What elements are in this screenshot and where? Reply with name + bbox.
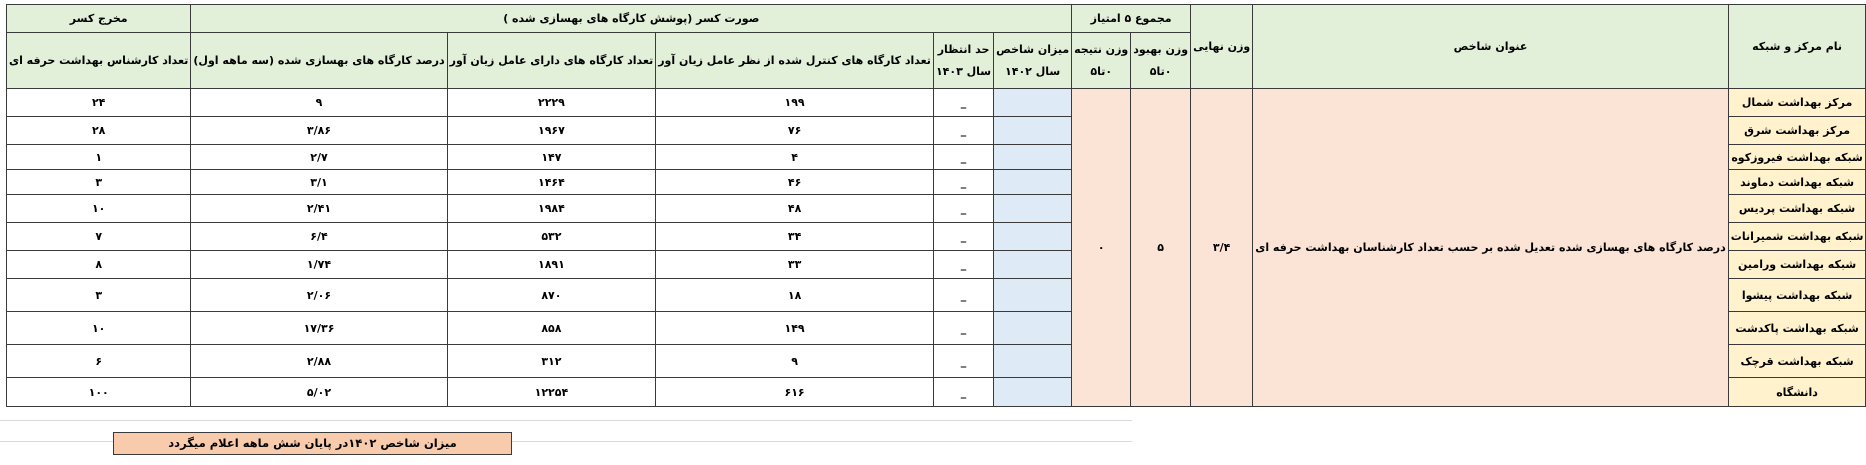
- row-expectation-cell[interactable]: _: [933, 170, 993, 195]
- indicator-value-label: میزان شاخص: [996, 42, 1070, 56]
- score-group-header: مجموع ۵ امتیاز: [1072, 5, 1191, 33]
- row-hazardous-cell[interactable]: ۲۲۲۹: [447, 89, 656, 117]
- row-indicator-value-cell[interactable]: [994, 117, 1072, 145]
- row-controlled-cell[interactable]: ۶۱۶: [656, 378, 934, 407]
- row-experts-cell[interactable]: ۳: [7, 279, 191, 312]
- row-experts-cell[interactable]: ۲۴: [7, 89, 191, 117]
- row-indicator-value-cell[interactable]: [994, 345, 1072, 378]
- row-expectation-cell[interactable]: _: [933, 251, 993, 279]
- row-expectation-cell[interactable]: _: [933, 279, 993, 312]
- row-indicator-value-cell[interactable]: [994, 251, 1072, 279]
- row-indicator-value-cell[interactable]: [994, 279, 1072, 312]
- row-indicator-value-cell[interactable]: [994, 223, 1072, 251]
- numerator-header: صورت کسر (پوشش کارگاه های بهسازی شده ): [191, 5, 1072, 33]
- hazardous-workshops-header: تعداد کارگاه های دارای عامل زیان آور: [447, 33, 656, 89]
- indicator-value-header: [994, 33, 1072, 89]
- improvement-weight-label: وزن بهبود: [1133, 42, 1189, 56]
- row-name-cell[interactable]: مرکز بهداشت شرق: [1728, 117, 1866, 145]
- controlled-workshops-header: تعداد کارگاه های کنترل شده از نظر عامل زیان آور: [656, 33, 934, 89]
- row-experts-cell[interactable]: ۱: [7, 145, 191, 170]
- row-experts-cell[interactable]: ۷: [7, 223, 191, 251]
- row-percent-cell[interactable]: ۵/۰۲: [191, 378, 447, 407]
- row-controlled-cell[interactable]: ۴: [656, 145, 934, 170]
- row-expectation-cell[interactable]: _: [933, 117, 993, 145]
- row-hazardous-cell[interactable]: ۱۴۶۴: [447, 170, 656, 195]
- row-controlled-cell[interactable]: ۳۳: [656, 251, 934, 279]
- row-percent-cell[interactable]: ۲/۴۱: [191, 195, 447, 223]
- row-controlled-cell[interactable]: ۹: [656, 345, 934, 378]
- row-percent-cell[interactable]: ۹: [191, 89, 447, 117]
- row-experts-cell[interactable]: ۱۰۰: [7, 378, 191, 407]
- row-hazardous-cell[interactable]: ۱۹۸۴: [447, 195, 656, 223]
- row-experts-cell[interactable]: ۱۰: [7, 312, 191, 345]
- improvement-weight-cell[interactable]: ۵: [1131, 89, 1191, 407]
- row-name-cell[interactable]: شبکه بهداشت شمیرانات: [1728, 223, 1866, 251]
- row-indicator-value-cell[interactable]: [994, 145, 1072, 170]
- row-indicator-value-cell[interactable]: [994, 378, 1072, 407]
- row-name-cell[interactable]: شبکه بهداشت پیشوا: [1728, 279, 1866, 312]
- row-percent-cell[interactable]: ۱۷/۳۶: [191, 312, 447, 345]
- row-hazardous-cell[interactable]: ۱۴۷: [447, 145, 656, 170]
- row-expectation-cell[interactable]: _: [933, 223, 993, 251]
- row-indicator-value-cell[interactable]: [994, 312, 1072, 345]
- row-indicator-value-cell[interactable]: [994, 195, 1072, 223]
- sheet-gridline: [0, 420, 1132, 421]
- row-percent-cell[interactable]: ۲/۰۶: [191, 279, 447, 312]
- indicator-title-header: عنوان شاخص: [1253, 5, 1729, 89]
- row-hazardous-cell[interactable]: ۸۷۰: [447, 279, 656, 312]
- expectation-year: سال ۱۴۰۳: [935, 64, 992, 78]
- row-experts-cell[interactable]: ۳: [7, 170, 191, 195]
- row-experts-cell[interactable]: ۶: [7, 345, 191, 378]
- center-name-header: نام مرکز و شبکه: [1728, 5, 1866, 89]
- row-indicator-value-cell[interactable]: [994, 89, 1072, 117]
- indicator-table: [6, 4, 1866, 407]
- row-controlled-cell[interactable]: ۷۶: [656, 117, 934, 145]
- row-controlled-cell[interactable]: ۱۸: [656, 279, 934, 312]
- row-expectation-cell[interactable]: _: [933, 345, 993, 378]
- row-hazardous-cell[interactable]: ۸۵۸: [447, 312, 656, 345]
- row-percent-cell[interactable]: ۳/۸۶: [191, 117, 447, 145]
- row-percent-cell[interactable]: ۳/۱: [191, 170, 447, 195]
- row-controlled-cell[interactable]: ۱۴۹: [656, 312, 934, 345]
- experts-count-header: تعداد کارشناس بهداشت حرفه ای: [7, 33, 191, 89]
- row-expectation-cell[interactable]: _: [933, 195, 993, 223]
- row-name-cell[interactable]: شبکه بهداشت پاکدشت: [1728, 312, 1866, 345]
- improved-percent-header: درصد کارگاه های بهسازی شده (سه ماهه اول): [191, 33, 447, 89]
- indicator-title-cell[interactable]: درصد کارگاه های بهسازی شده تعدیل شده بر حسب تعداد کارشناسان بهداشت حرفه ای: [1253, 89, 1729, 407]
- row-name-cell[interactable]: شبکه بهداشت قرچک: [1728, 345, 1866, 378]
- indicator-value-year: سال ۱۴۰۲: [1005, 64, 1061, 78]
- row-controlled-cell[interactable]: ۱۹۹: [656, 89, 934, 117]
- row-percent-cell[interactable]: ۲/۷: [191, 145, 447, 170]
- improvement-weight-range: ۰تا۵: [1149, 64, 1172, 78]
- row-expectation-cell[interactable]: _: [933, 145, 993, 170]
- row-name-cell[interactable]: دانشگاه: [1728, 378, 1866, 407]
- row-name-cell[interactable]: مرکز بهداشت شمال: [1728, 89, 1866, 117]
- result-weight-range: ۰تا۵: [1090, 64, 1113, 78]
- row-indicator-value-cell[interactable]: [994, 170, 1072, 195]
- final-weight-cell[interactable]: ۳/۴: [1191, 89, 1253, 407]
- expectation-header: [933, 33, 993, 89]
- row-expectation-cell[interactable]: _: [933, 312, 993, 345]
- result-weight-label: وزن نتیجه: [1074, 42, 1129, 56]
- final-weight-header: وزن نهایی: [1191, 5, 1253, 89]
- indicator-note[interactable]: میزان شاخص ۱۴۰۲در پایان شش ماهه اعلام میگردد: [113, 432, 512, 455]
- row-experts-cell[interactable]: ۲۸: [7, 117, 191, 145]
- row-controlled-cell[interactable]: ۴۶: [656, 170, 934, 195]
- row-hazardous-cell[interactable]: ۳۱۲: [447, 345, 656, 378]
- row-controlled-cell[interactable]: ۳۴: [656, 223, 934, 251]
- row-percent-cell[interactable]: ۱/۷۴: [191, 251, 447, 279]
- improvement-weight-header: [1131, 33, 1191, 89]
- row-name-cell[interactable]: شبکه بهداشت فیروزکوه: [1728, 145, 1866, 170]
- row-percent-cell[interactable]: ۶/۴: [191, 223, 447, 251]
- denominator-header: مخرج کسر: [7, 5, 191, 33]
- expectation-label: حد انتظار: [937, 42, 990, 56]
- row-name-cell[interactable]: شبکه بهداشت پردیس: [1728, 195, 1866, 223]
- result-weight-cell[interactable]: ۰: [1072, 89, 1131, 407]
- row-hazardous-cell[interactable]: ۱۲۲۵۴: [447, 378, 656, 407]
- row-percent-cell[interactable]: ۲/۸۸: [191, 345, 447, 378]
- row-expectation-cell[interactable]: _: [933, 89, 993, 117]
- row-experts-cell[interactable]: ۸: [7, 251, 191, 279]
- row-controlled-cell[interactable]: ۴۸: [656, 195, 934, 223]
- row-name-cell[interactable]: شبکه بهداشت ورامین: [1728, 251, 1866, 279]
- row-expectation-cell[interactable]: _: [933, 378, 993, 407]
- row-name-cell[interactable]: شبکه بهداشت دماوند: [1728, 170, 1866, 195]
- row-experts-cell[interactable]: ۱۰: [7, 195, 191, 223]
- row-hazardous-cell[interactable]: ۱۹۶۷: [447, 117, 656, 145]
- row-hazardous-cell[interactable]: ۵۳۲: [447, 223, 656, 251]
- row-hazardous-cell[interactable]: ۱۸۹۱: [447, 251, 656, 279]
- result-weight-header: [1072, 33, 1131, 89]
